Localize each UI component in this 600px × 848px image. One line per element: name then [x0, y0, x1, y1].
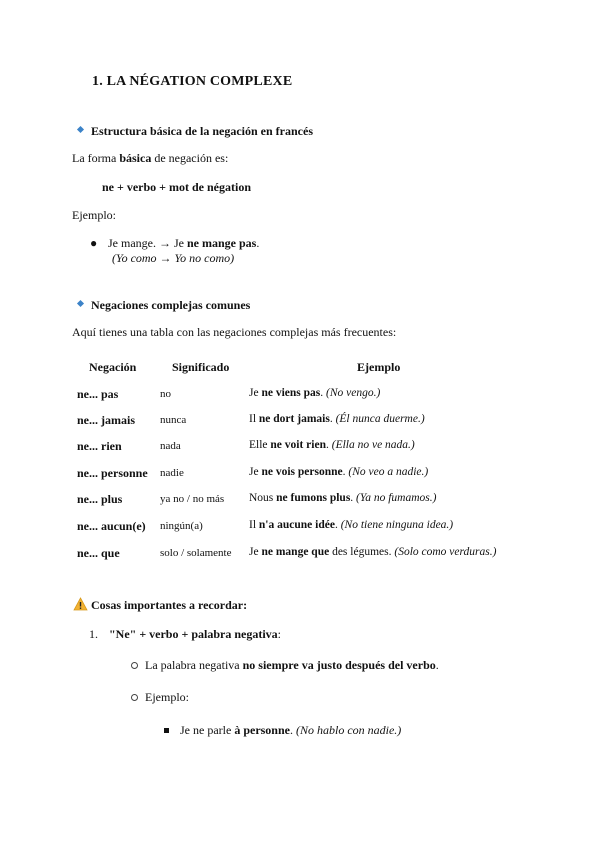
table-cell-meaning: solo / solamente: [160, 547, 232, 559]
page-title: 1. LA NÉGATION COMPLEXE: [92, 74, 293, 89]
section3-heading: Cosas importantes a recordar:: [91, 598, 248, 612]
example-label: Ejemplo:: [72, 208, 116, 222]
disc-bullet-icon: ●: [90, 236, 98, 250]
section2-intro: Aquí tienes una tabla con las negaciones complejas más frecuentes:: [72, 325, 397, 339]
column-header-ejemplo: Ejemplo: [357, 360, 401, 374]
column-header-negacion: Negación: [89, 360, 137, 374]
table-cell-meaning: nada: [160, 440, 181, 452]
table-cell-negation: ne... rien: [77, 439, 122, 453]
list-number: 1.: [89, 627, 98, 641]
column-header-significado: Significado: [172, 360, 230, 374]
section1-heading: Estructura básica de la negación en francés: [91, 124, 313, 138]
example-translation: (Yo como → Yo no como): [112, 251, 235, 265]
rule-example-sentence: Je ne parle à personne. (No hablo con nadie.): [180, 723, 402, 737]
formula: ne + verbo + mot de négation: [102, 180, 251, 194]
table-cell-negation: ne... plus: [77, 492, 123, 506]
rule-subitem-example-label: Ejemplo:: [145, 690, 189, 704]
section2-heading: Negaciones complejas comunes: [91, 298, 251, 312]
table-cell-example: Elle ne voit rien. (Ella no ve nada.): [249, 439, 415, 451]
table-cell-example: Il n'a aucune idée. (No tiene ninguna idea.): [249, 519, 454, 531]
table-cell-meaning: ningún(a): [160, 520, 203, 532]
table-cell-example: Je ne vois personne. (No veo a nadie.): [249, 466, 429, 478]
table-cell-meaning: no: [160, 388, 171, 400]
section1-intro: La forma básica de negación es:: [72, 151, 229, 165]
warning-icon: [73, 597, 88, 611]
example-sentence: Je mange. → Je ne mange pas.: [108, 236, 260, 250]
circle-bullet-icon: [131, 694, 138, 701]
table-cell-example: Il ne dort jamais. (Él nunca duerme.): [249, 413, 425, 425]
square-bullet-icon: [164, 728, 169, 733]
rule-item: "Ne" + verbo + palabra negativa:: [109, 627, 281, 641]
diamond-bullet-icon: [77, 126, 84, 133]
table-cell-meaning: nadie: [160, 467, 184, 479]
rule-subitem: La palabra negativa no siempre va justo después del verbo.: [145, 658, 439, 672]
table-cell-example: Nous ne fumons plus. (Ya no fumamos.): [249, 492, 437, 504]
table-cell-example: Je ne mange que des légumes. (Solo como verduras.): [249, 546, 497, 558]
table-cell-negation: ne... jamais: [77, 413, 135, 427]
table-cell-negation: ne... aucun(e): [77, 519, 146, 533]
table-cell-negation: ne... pas: [77, 387, 119, 401]
table-cell-meaning: nunca: [160, 414, 187, 426]
table-cell-example: Je ne viens pas. (No vengo.): [249, 387, 381, 399]
table-cell-meaning: ya no / no más: [160, 493, 225, 505]
circle-bullet-icon: [131, 662, 138, 669]
table-cell-negation: ne... personne: [77, 466, 148, 480]
diamond-bullet-icon: [77, 300, 84, 307]
table-cell-negation: ne... que: [77, 546, 120, 560]
